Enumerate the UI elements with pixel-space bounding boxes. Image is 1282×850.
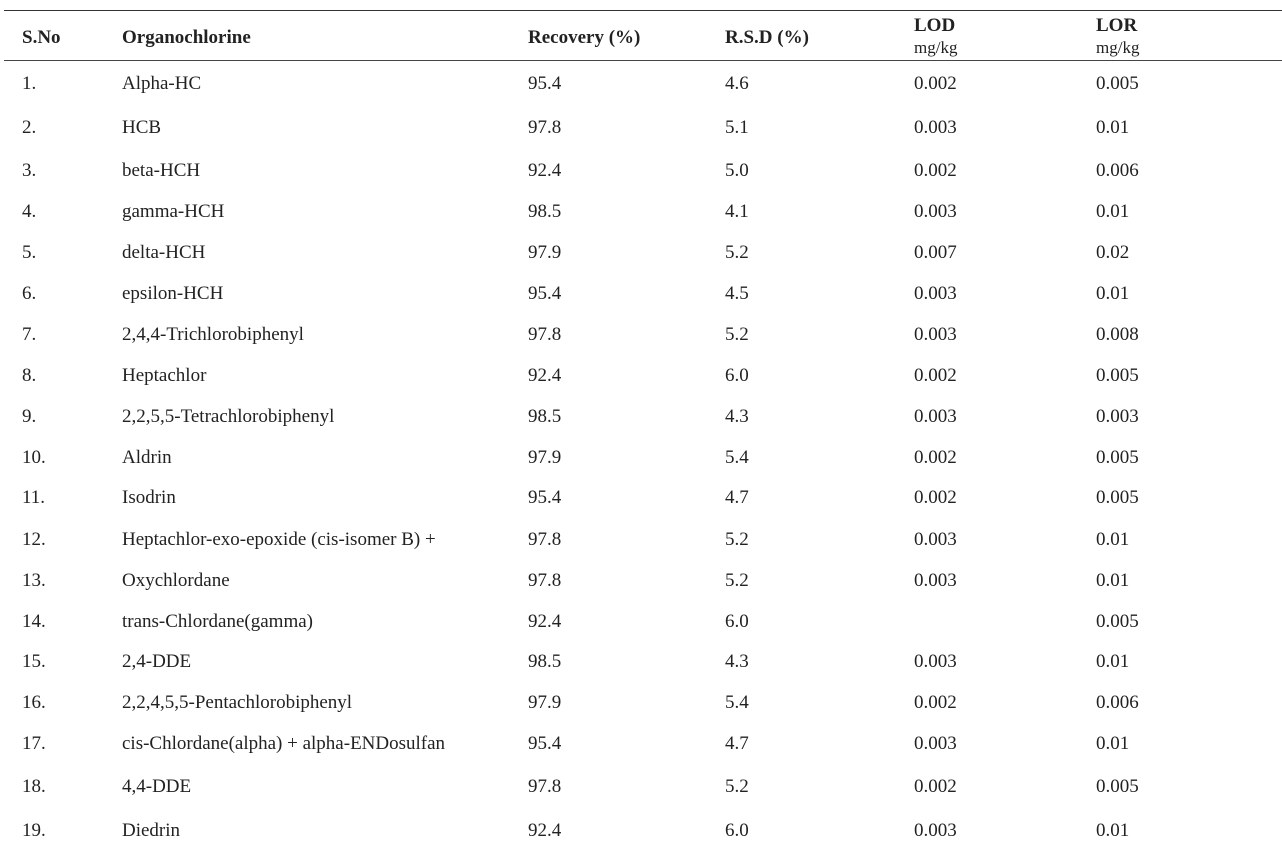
- cell-recovery: 97.8: [528, 570, 562, 591]
- cell-rsd: 4.7: [725, 487, 749, 508]
- cell-lor: 0.01: [1096, 117, 1130, 138]
- cell-recovery: 95.4: [528, 733, 562, 754]
- cell-sno: 7.: [22, 324, 37, 345]
- cell-sno: 13.: [22, 570, 46, 591]
- cell-organochlorine: 2,2,4,5,5-Pentachlorobiphenyl: [122, 692, 353, 713]
- cell-lod: 0.002: [914, 365, 957, 386]
- header-sno: S.No: [22, 27, 61, 48]
- cell-organochlorine: 4,4-DDE: [122, 776, 192, 797]
- cell-rsd: 6.0: [725, 820, 749, 841]
- cell-organochlorine: beta-HCH: [122, 160, 201, 181]
- cell-rsd: 5.2: [725, 570, 749, 591]
- cell-lod: 0.003: [914, 733, 957, 754]
- cell-lod: 0.002: [914, 487, 957, 508]
- cell-recovery: 97.8: [528, 324, 562, 345]
- cell-recovery: 97.9: [528, 692, 562, 713]
- cell-organochlorine: cis-Chlordane(alpha) + alpha-ENDosulfan: [122, 733, 446, 754]
- cell-sno: 3.: [22, 160, 37, 181]
- cell-recovery: 98.5: [528, 406, 562, 427]
- cell-recovery: 97.8: [528, 117, 562, 138]
- header-lod: LOD: [914, 15, 956, 36]
- cell-organochlorine: 2,4-DDE: [122, 651, 192, 672]
- cell-recovery: 97.9: [528, 242, 562, 263]
- cell-rsd: 4.6: [725, 73, 749, 94]
- cell-recovery: 98.5: [528, 651, 562, 672]
- cell-organochlorine: Diedrin: [122, 820, 181, 841]
- cell-lod: 0.002: [914, 73, 957, 94]
- cell-lor: 0.005: [1096, 447, 1139, 468]
- header-lor: LOR: [1096, 15, 1138, 36]
- header-rsd: R.S.D (%): [725, 27, 809, 48]
- cell-recovery: 97.9: [528, 447, 562, 468]
- cell-recovery: 92.4: [528, 160, 562, 181]
- cell-lor: 0.005: [1096, 365, 1139, 386]
- cell-lor: 0.01: [1096, 529, 1130, 550]
- cell-organochlorine: Alpha-HC: [122, 73, 202, 94]
- cell-sno: 19.: [22, 820, 46, 841]
- cell-lod: 0.002: [914, 160, 957, 181]
- cell-sno: 16.: [22, 692, 46, 713]
- cell-lod: 0.002: [914, 692, 957, 713]
- cell-lod: 0.003: [914, 651, 957, 672]
- cell-lor: 0.005: [1096, 611, 1139, 632]
- cell-organochlorine: gamma-HCH: [122, 201, 225, 222]
- cell-lor: 0.006: [1096, 160, 1139, 181]
- cell-organochlorine: trans-Chlordane(gamma): [122, 611, 313, 632]
- cell-lod: 0.007: [914, 242, 957, 263]
- cell-rsd: 4.1: [725, 201, 749, 222]
- cell-lod: 0.003: [914, 406, 957, 427]
- cell-lor: 0.02: [1096, 242, 1130, 263]
- cell-lor: 0.003: [1096, 406, 1139, 427]
- cell-lod: 0.003: [914, 201, 957, 222]
- cell-rsd: 5.1: [725, 117, 749, 138]
- cell-sno: 9.: [22, 406, 37, 427]
- cell-rsd: 5.4: [725, 692, 749, 713]
- cell-sno: 15.: [22, 651, 46, 672]
- cell-sno: 11.: [22, 487, 46, 508]
- cell-lod: 0.003: [914, 117, 957, 138]
- cell-lod: 0.003: [914, 529, 957, 550]
- cell-recovery: 95.4: [528, 487, 562, 508]
- table-top-rule: [4, 10, 1282, 11]
- cell-recovery: 92.4: [528, 611, 562, 632]
- cell-organochlorine: 2,2,5,5-Tetrachlorobiphenyl: [122, 406, 335, 427]
- cell-recovery: 97.8: [528, 776, 562, 797]
- cell-rsd: 4.5: [725, 283, 749, 304]
- cell-organochlorine: Heptachlor-exo-epoxide (cis-isomer B) +: [122, 529, 436, 550]
- cell-lor: 0.01: [1096, 733, 1130, 754]
- cell-organochlorine: epsilon-HCH: [122, 283, 224, 304]
- cell-recovery: 92.4: [528, 365, 562, 386]
- cell-lor: 0.006: [1096, 692, 1139, 713]
- cell-lor: 0.008: [1096, 324, 1139, 345]
- cell-lod: 0.002: [914, 447, 957, 468]
- cell-rsd: 5.2: [725, 776, 749, 797]
- cell-lor: 0.005: [1096, 487, 1139, 508]
- cell-recovery: 98.5: [528, 201, 562, 222]
- cell-sno: 10.: [22, 447, 46, 468]
- header-lod-unit: mg/kg: [914, 38, 958, 57]
- cell-lor: 0.01: [1096, 283, 1130, 304]
- cell-organochlorine: Heptachlor: [122, 365, 207, 386]
- cell-lor: 0.01: [1096, 570, 1130, 591]
- cell-lod: 0.003: [914, 570, 957, 591]
- cell-organochlorine: HCB: [122, 117, 162, 138]
- cell-lod: 0.003: [914, 324, 957, 345]
- cell-organochlorine: Isodrin: [122, 487, 176, 508]
- cell-lod: 0.003: [914, 820, 957, 841]
- cell-rsd: 5.4: [725, 447, 749, 468]
- cell-lod: 0.002: [914, 776, 957, 797]
- cell-lor: 0.01: [1096, 820, 1130, 841]
- cell-recovery: 95.4: [528, 283, 562, 304]
- cell-recovery: 92.4: [528, 820, 562, 841]
- cell-sno: 18.: [22, 776, 46, 797]
- cell-lor: 0.01: [1096, 651, 1130, 672]
- header-recovery: Recovery (%): [528, 27, 641, 48]
- cell-lod: 0.003: [914, 283, 957, 304]
- cell-rsd: 5.2: [725, 529, 749, 550]
- cell-lor: 0.005: [1096, 776, 1139, 797]
- cell-sno: 12.: [22, 529, 46, 550]
- cell-sno: 14.: [22, 611, 46, 632]
- cell-organochlorine: 2,4,4-Trichlorobiphenyl: [122, 324, 304, 345]
- cell-rsd: 4.3: [725, 651, 749, 672]
- cell-rsd: 5.2: [725, 242, 749, 263]
- cell-rsd: 5.2: [725, 324, 749, 345]
- cell-recovery: 97.8: [528, 529, 562, 550]
- cell-rsd: 5.0: [725, 160, 749, 181]
- header-organochlorine: Organochlorine: [122, 27, 251, 48]
- cell-recovery: 95.4: [528, 73, 562, 94]
- cell-sno: 8.: [22, 365, 37, 386]
- cell-organochlorine: Aldrin: [122, 447, 172, 468]
- header-lor-unit: mg/kg: [1096, 38, 1140, 57]
- cell-lor: 0.01: [1096, 201, 1130, 222]
- table-header-rule: [4, 60, 1282, 61]
- cell-sno: 2.: [22, 117, 37, 138]
- cell-rsd: 6.0: [725, 365, 749, 386]
- cell-sno: 5.: [22, 242, 37, 263]
- cell-organochlorine: delta-HCH: [122, 242, 206, 263]
- cell-sno: 6.: [22, 283, 37, 304]
- cell-sno: 4.: [22, 201, 37, 222]
- cell-sno: 17.: [22, 733, 46, 754]
- cell-organochlorine: Oxychlordane: [122, 570, 230, 591]
- cell-lor: 0.005: [1096, 73, 1139, 94]
- cell-rsd: 4.3: [725, 406, 749, 427]
- cell-rsd: 6.0: [725, 611, 749, 632]
- cell-sno: 1.: [22, 73, 37, 94]
- cell-rsd: 4.7: [725, 733, 749, 754]
